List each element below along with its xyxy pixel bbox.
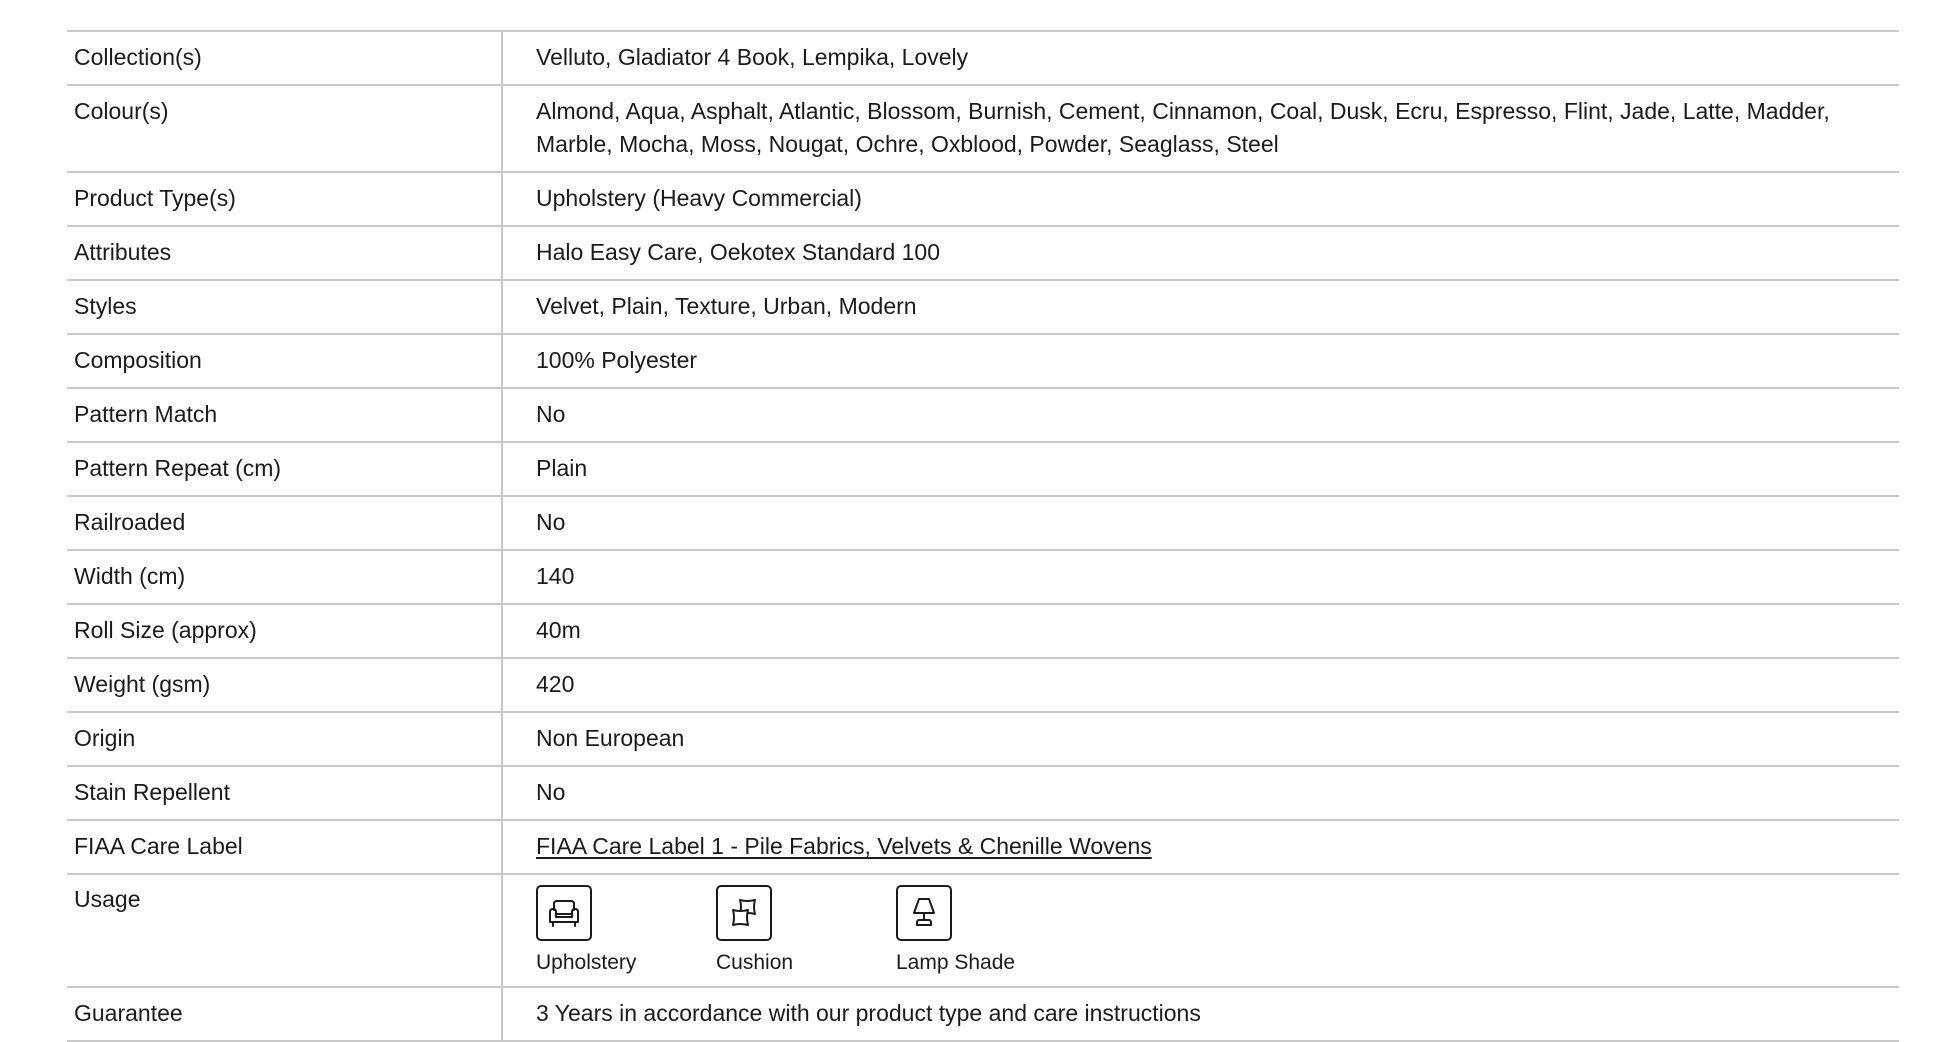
spec-label: Roll Size (approx) (67, 604, 502, 658)
spec-label: Width (cm) (67, 550, 502, 604)
spec-value: 100% Polyester (536, 347, 698, 373)
spec-value: Velvet, Plain, Texture, Urban, Modern (536, 293, 917, 319)
usage-list (536, 883, 1859, 977)
spec-value: 420 (536, 671, 575, 697)
spec-row-product-types (67, 172, 1899, 226)
spec-label: Product Type(s) (67, 172, 502, 226)
spec-value: Non European (536, 725, 685, 751)
spec-row-collections (67, 31, 1899, 85)
spec-value (502, 820, 1899, 874)
spec-label: Attributes (67, 226, 502, 280)
spec-label: Colour(s) (67, 85, 502, 172)
spec-row-width (67, 550, 1899, 604)
spec-label: Composition (67, 334, 502, 388)
spec-value: Upholstery (Heavy Commercial) (536, 185, 862, 211)
spec-row-care-label (67, 820, 1899, 874)
spec-value (502, 874, 1899, 987)
spec-value: Almond, Aqua, Asphalt, Atlantic, Blossom, Burnish, Cement, Cinnamon, Coal, Dusk, Ecru, Espresso, Flint, Jade, Latte, Madder, Marble, Mocha, Moss, Nougat, Ochre, Oxblood, Powder, Seaglass, Steel (536, 98, 1830, 157)
spec-row-usage (67, 874, 1899, 987)
spec-row-weight (67, 658, 1899, 712)
usage-item-upholstery (536, 885, 716, 977)
spec-value: Velluto, Gladiator 4 Book, Lempika, Lovely (536, 44, 969, 70)
usage-item-lamp-shade (896, 885, 1076, 977)
usage-label: Cushion (716, 951, 794, 974)
spec-value: 3 Years in accordance with our product type and care instructions (536, 1000, 1201, 1026)
product-specification-table (67, 30, 1899, 1042)
spec-row-styles (67, 280, 1899, 334)
spec-label: Pattern Match (67, 388, 502, 442)
spec-row-roll-size (67, 604, 1899, 658)
armchair-icon (536, 885, 592, 941)
usage-item-cushion (716, 885, 896, 977)
spec-label: Guarantee (67, 987, 502, 1041)
spec-row-pattern-match (67, 388, 1899, 442)
spec-row-guarantee (67, 987, 1899, 1041)
spec-label: Usage (67, 874, 502, 987)
spec-value: 140 (536, 563, 575, 589)
spec-value: No (536, 509, 566, 535)
spec-label: Weight (gsm) (67, 658, 502, 712)
spec-row-stain-repellent (67, 766, 1899, 820)
lamp-shade-icon (896, 885, 952, 941)
spec-row-railroaded (67, 496, 1899, 550)
spec-row-composition (67, 334, 1899, 388)
spec-value: No (536, 779, 566, 805)
spec-label: Collection(s) (67, 31, 502, 85)
spec-value: No (536, 401, 566, 427)
spec-label: Styles (67, 280, 502, 334)
spec-value: Plain (536, 455, 588, 481)
spec-row-origin (67, 712, 1899, 766)
spec-value: Halo Easy Care, Oekotex Standard 100 (536, 239, 941, 265)
spec-value: 40m (536, 617, 581, 643)
spec-row-attributes (67, 226, 1899, 280)
usage-label: Lamp Shade (896, 951, 1016, 974)
care-label-link[interactable]: FIAA Care Label 1 - Pile Fabrics, Velvets & Chenille Wovens (536, 833, 1152, 859)
spec-label: Railroaded (67, 496, 502, 550)
spec-label: Origin (67, 712, 502, 766)
cushion-icon (716, 885, 772, 941)
usage-label: Upholstery (536, 951, 637, 974)
spec-label: Stain Repellent (67, 766, 502, 820)
spec-label: Pattern Repeat (cm) (67, 442, 502, 496)
spec-row-colours (67, 85, 1899, 172)
spec-row-pattern-repeat (67, 442, 1899, 496)
spec-label: FIAA Care Label (67, 820, 502, 874)
